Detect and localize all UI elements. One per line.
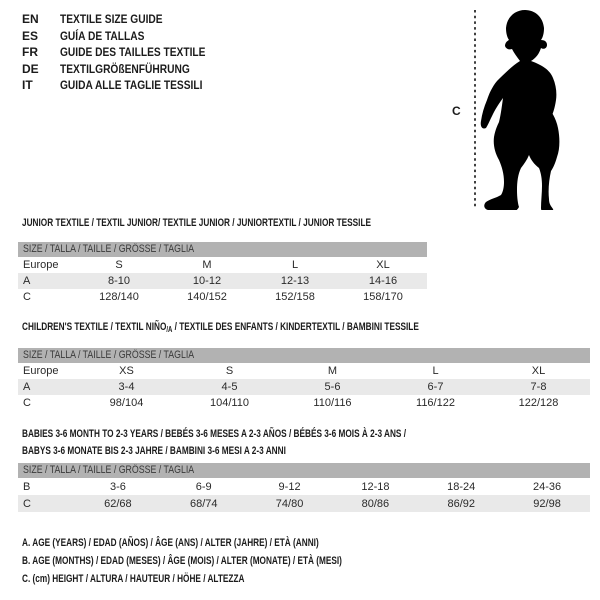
size-value: S — [225, 365, 234, 377]
size-value: 86/92 — [418, 495, 504, 512]
size-value: L — [291, 259, 299, 271]
baby-silhouette — [470, 8, 582, 210]
size-value: S — [115, 259, 123, 271]
size-value: 116/122 — [416, 397, 455, 409]
lang-row-en — [22, 11, 231, 28]
footnote-age-months: B. AGE (MONTHS) / EDAD (MESES) / ÂGE (MOIS) / ALTER (MONATE) / ETÀ (MESI) — [22, 555, 342, 567]
size-value: 152/158 — [275, 291, 315, 303]
row-label: A — [18, 379, 75, 395]
size-value: 80/86 — [332, 495, 418, 512]
table-row — [18, 478, 590, 495]
children-textile-section — [18, 321, 590, 411]
height-measure-label: C — [452, 104, 461, 118]
size-value: 12-18 — [361, 480, 390, 493]
size-value: 140/152 — [187, 291, 227, 303]
children-heading: CHILDREN'S TEXTILE / TEXTIL $NIÑO_{/A}$ / TEXTILE DES ENFANTS / KINDERTEXTIL / BAMBINI TESSILE — [22, 321, 419, 334]
language-code: FR — [22, 45, 38, 59]
lang-row-fr — [22, 44, 231, 61]
children-size-table — [18, 363, 590, 411]
size-value: 7-8 — [487, 379, 590, 395]
size-value: 110/116 — [313, 397, 352, 409]
size-value: 4-5 — [178, 379, 281, 395]
guide-title-de: TEXTILGRÖßENFÜHRUNG — [60, 61, 190, 76]
size-value: XL — [376, 259, 390, 271]
size-value: 18-24 — [447, 480, 476, 493]
size-value: 12-13 — [251, 273, 339, 289]
table-row — [18, 363, 590, 379]
size-header-bar: SIZE / TALLA / TAILLE / GRÖSSE / TAGLIA — [18, 348, 590, 363]
table-row — [18, 289, 427, 305]
footnotes-block — [22, 534, 449, 588]
junior-heading: JUNIOR TEXTILE / TEXTIL JUNIOR/ TEXTILE JUNIOR / JUNIORTEXTIL / JUNIOR TESSILE — [22, 217, 371, 229]
row-label: C — [23, 397, 31, 409]
footnote-age-years: A. AGE (YEARS) / EDAD (AÑOS) / ÂGE (ANS) / ALTER (JAHRE) / ETÀ (ANNI) — [22, 537, 319, 549]
row-label: B — [23, 480, 31, 493]
size-value: M — [327, 365, 338, 377]
size-value: 9-12 — [278, 480, 301, 493]
size-value: XL — [531, 365, 546, 377]
guide-title-es: GUÍA DE TALLAS — [60, 28, 145, 43]
size-value: 128/140 — [99, 291, 139, 303]
size-value: 68/74 — [161, 495, 247, 512]
table-row — [18, 273, 427, 289]
guide-title-en: TEXTILE SIZE GUIDE — [60, 12, 163, 26]
babies-heading-line2: BABYS 3-6 MONATE BIS 2-3 JAHRE / BAMBINI 3-6 MESI A 2-3 ANNI — [22, 445, 286, 457]
size-value: 74/80 — [247, 495, 333, 512]
lang-row-de — [22, 61, 231, 78]
junior-textile-section — [18, 217, 427, 305]
title-language-block — [22, 11, 231, 94]
language-code: DE — [22, 61, 39, 76]
babies-heading — [22, 426, 590, 460]
size-value: 6-9 — [195, 480, 212, 493]
babies-heading-line1: BABIES 3-6 MONTH TO 2-3 YEARS / BEBÉS 3-6 MESES A 2-3 AÑOS / BÉBÉS 3-6 MOIS À 2-3 ANS / — [22, 428, 407, 440]
table-row — [18, 495, 590, 512]
size-value: L — [432, 365, 439, 377]
lang-row-it — [22, 77, 231, 94]
baby-silhouette-shape — [481, 10, 560, 210]
language-code: IT — [22, 78, 33, 92]
guide-title-it: GUIDA ALLE TAGLIE TESSILI — [60, 78, 203, 92]
row-label: Europe — [23, 365, 59, 377]
table-row — [18, 379, 590, 395]
guide-title-fr: GUIDE DES TAILLES TEXTILE — [60, 45, 206, 59]
size-header-bar: SIZE / TALLA / TAILLE / GRÖSSE / TAGLIA — [18, 242, 427, 257]
size-value: 14-16 — [339, 273, 427, 289]
size-value: 24-36 — [533, 480, 562, 493]
lang-row-es — [22, 28, 231, 45]
size-value: 158/170 — [363, 291, 403, 303]
size-value: 62/68 — [75, 495, 161, 512]
language-code: EN — [22, 12, 39, 26]
row-label: Europe — [23, 259, 59, 271]
row-label: C — [18, 495, 75, 512]
size-value: 98/104 — [109, 397, 144, 409]
size-value: XS — [119, 365, 134, 377]
size-value: 104/110 — [210, 397, 249, 409]
size-value: 5-6 — [281, 379, 384, 395]
footnote-height-cm: C. (cm) HEIGHT / ALTURA / HAUTEUR / HÖHE / ALTEZZA — [22, 573, 245, 585]
table-row — [18, 395, 590, 411]
size-value: 122/128 — [518, 397, 559, 409]
table-row — [18, 257, 427, 273]
size-value: 10-12 — [163, 273, 251, 289]
size-header-bar: SIZE / TALLA / TAILLE / GRÖSSE / TAGLIA — [18, 463, 590, 478]
size-value: 6-7 — [384, 379, 487, 395]
babies-size-table — [18, 478, 590, 512]
babies-textile-section — [18, 426, 590, 512]
language-code: ES — [22, 28, 39, 43]
size-value: M — [202, 259, 212, 271]
size-value: 3-4 — [75, 379, 178, 395]
row-label: A — [18, 273, 75, 289]
size-value: 92/98 — [504, 495, 590, 512]
size-value: 3-6 — [109, 480, 126, 493]
junior-size-table — [18, 257, 427, 305]
size-value: 8-10 — [75, 273, 163, 289]
row-label: C — [23, 291, 31, 303]
heading-subscript: /A — [166, 325, 173, 334]
